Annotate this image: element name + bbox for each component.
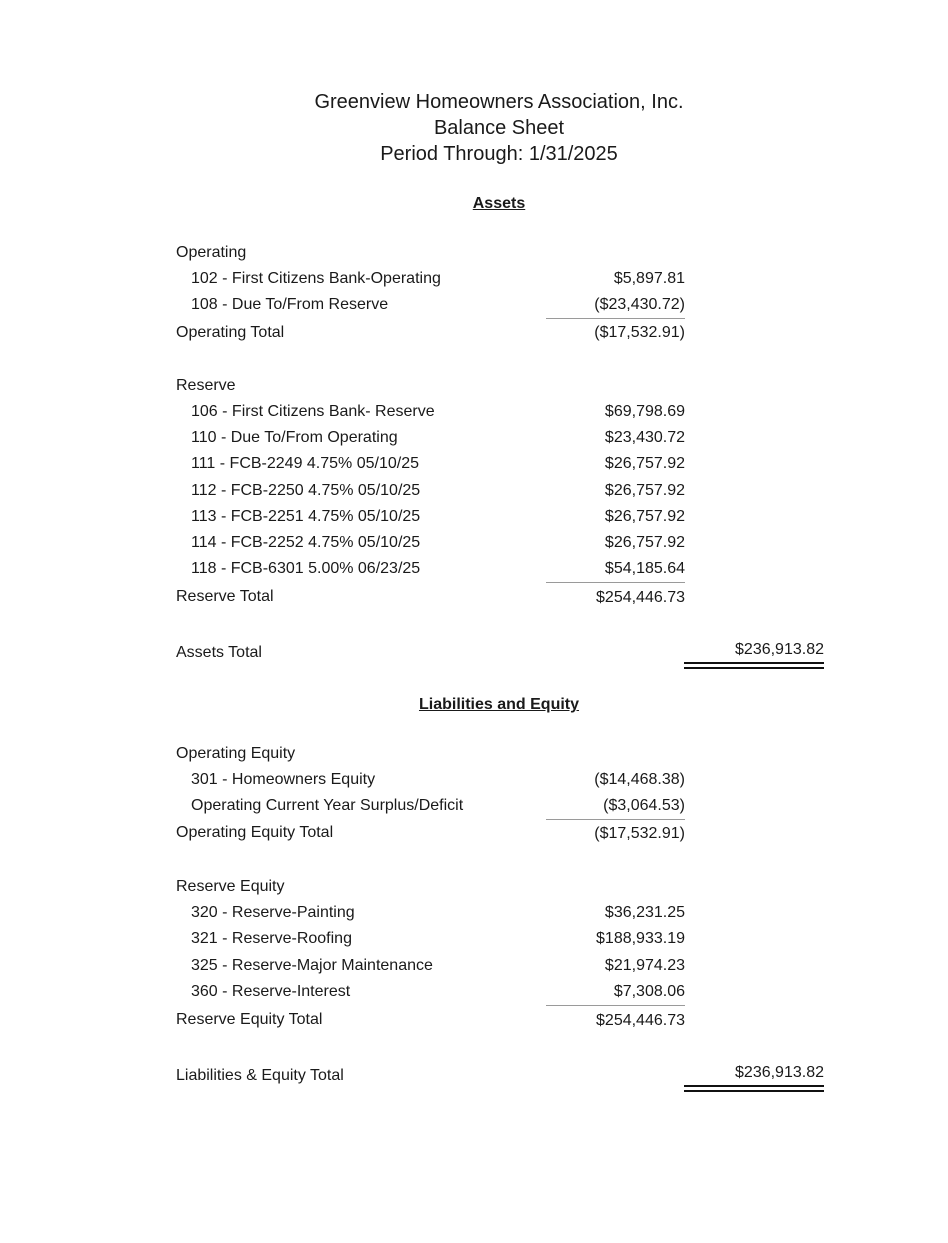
line-label: 108 - Due To/From Reserve [191, 296, 389, 313]
line-label: 360 - Reserve-Interest [191, 983, 351, 1000]
line-amount: $21,974.23 [604, 957, 685, 974]
line-label: 110 - Due To/From Operating [191, 429, 398, 446]
liabilities-equity-total-label: Liabilities & Equity Total [176, 1067, 344, 1084]
liabilities-equity-section-title: Liabilities and Equity [418, 696, 580, 713]
subtotal-rule [546, 1005, 685, 1006]
operating-total-amount: ($17,532.91) [594, 324, 685, 341]
line-label: 111 - FCB-2249 4.75% 05/10/25 [191, 455, 419, 472]
operating-heading: Operating [176, 244, 247, 261]
assets-total-amount: $236,913.82 [735, 641, 824, 658]
reserve-total-label: Reserve Total [176, 588, 274, 605]
line-amount: $5,897.81 [613, 270, 685, 287]
line-amount: $26,757.92 [604, 482, 685, 499]
line-label: 112 - FCB-2250 4.75% 05/10/25 [191, 482, 421, 499]
report-period: Period Through: 1/31/2025 [380, 143, 618, 165]
line-amount: $69,798.69 [604, 403, 685, 420]
line-amount: ($14,468.38) [594, 771, 685, 788]
subtotal-rule [546, 582, 685, 583]
line-label: 102 - First Citizens Bank-Operating [191, 270, 441, 287]
operating-equity-total-label: Operating Equity Total [176, 824, 334, 841]
line-amount: $23,430.72 [604, 429, 685, 446]
line-label: 321 - Reserve-Roofing [191, 930, 352, 947]
assets-section-title: Assets [472, 195, 526, 212]
reserve-total-amount: $254,446.73 [596, 589, 685, 606]
subtotal-rule [546, 819, 685, 820]
line-amount: $54,185.64 [604, 560, 685, 577]
line-amount: $26,757.92 [604, 534, 685, 551]
report-title: Balance Sheet [433, 117, 565, 139]
line-amount: ($23,430.72) [594, 296, 685, 313]
line-amount: ($3,064.53) [603, 797, 685, 814]
line-label: 301 - Homeowners Equity [191, 771, 376, 788]
line-amount: $26,757.92 [604, 508, 685, 525]
line-amount: $7,308.06 [613, 983, 685, 1000]
line-label: Operating Current Year Surplus/Deficit [191, 797, 464, 814]
operating-total-label: Operating Total [176, 324, 285, 341]
line-label: 106 - First Citizens Bank- Reserve [191, 403, 435, 420]
line-label: 320 - Reserve-Painting [191, 904, 355, 921]
double-underline [684, 1085, 824, 1092]
line-label: 118 - FCB-6301 5.00% 06/23/25 [191, 560, 421, 577]
line-amount: $26,757.92 [604, 455, 685, 472]
reserve-equity-heading: Reserve Equity [176, 878, 285, 895]
subtotal-rule [546, 318, 685, 319]
line-amount: $188,933.19 [596, 930, 685, 947]
line-label: 113 - FCB-2251 4.75% 05/10/25 [191, 508, 421, 525]
reserve-heading: Reserve [176, 377, 236, 394]
line-label: 114 - FCB-2252 4.75% 05/10/25 [191, 534, 421, 551]
line-amount: $36,231.25 [604, 904, 685, 921]
line-label: 325 - Reserve-Major Maintenance [191, 957, 433, 974]
double-underline [684, 662, 824, 669]
reserve-equity-total-amount: $254,446.73 [596, 1012, 685, 1029]
operating-equity-heading: Operating Equity [176, 745, 296, 762]
operating-equity-total-amount: ($17,532.91) [594, 825, 685, 842]
company-name: Greenview Homeowners Association, Inc. [314, 91, 684, 113]
reserve-equity-total-label: Reserve Equity Total [176, 1011, 323, 1028]
assets-total-label: Assets Total [176, 644, 262, 661]
liabilities-equity-total-amount: $236,913.82 [735, 1064, 824, 1081]
